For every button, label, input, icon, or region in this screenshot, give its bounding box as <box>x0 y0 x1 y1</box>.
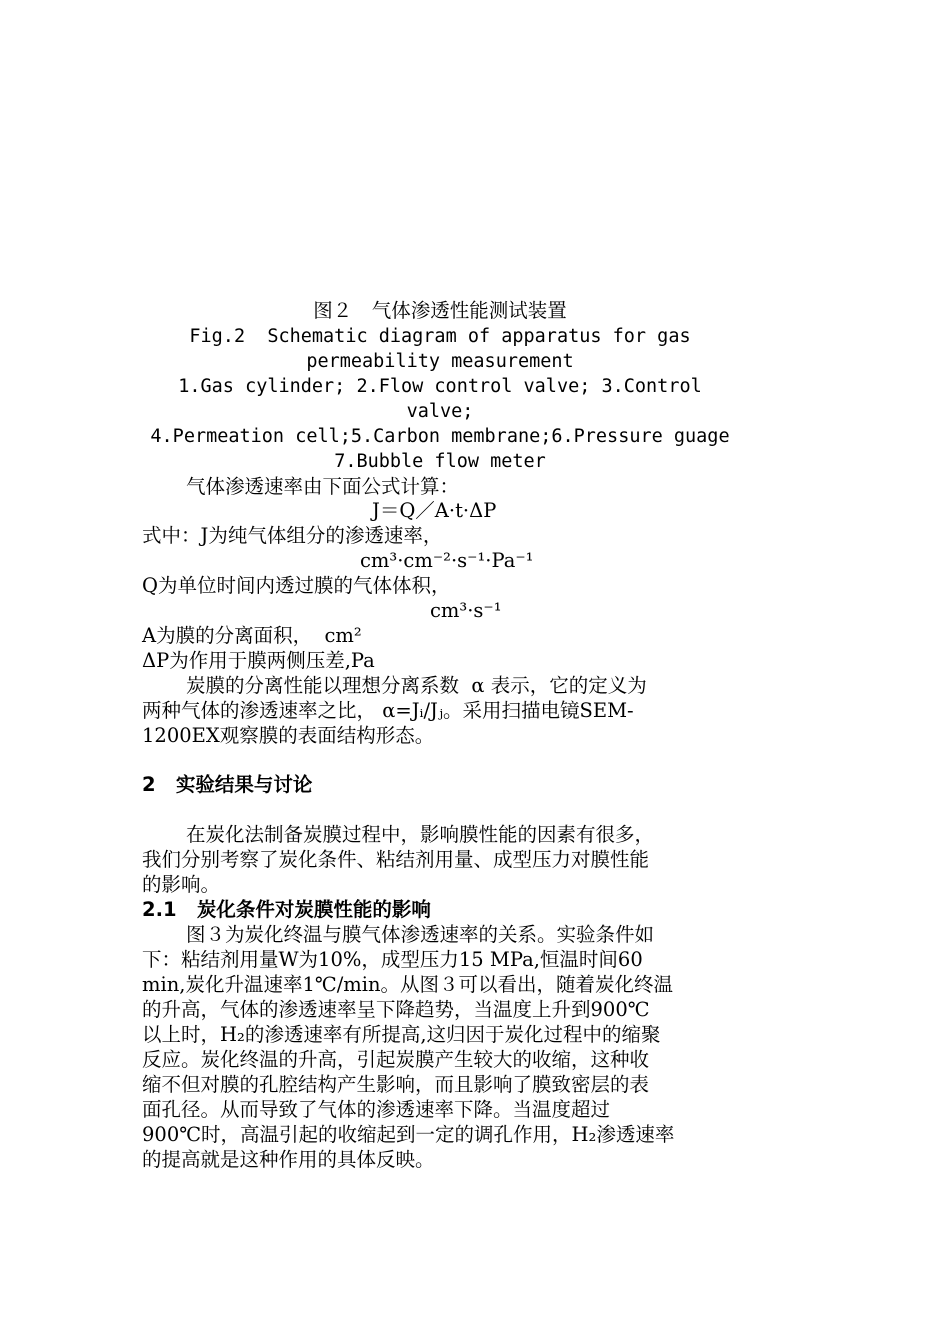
separation-paragraph-line-1: 炭膜的分离性能以理想分离系数 α 表示，它的定义为 <box>186 674 647 697</box>
figure-legend-2: valve; <box>406 401 474 422</box>
figure-legend-4: 7.Bubble flow meter <box>334 451 546 472</box>
separation-paragraph-line-2: 两种气体的渗透速率之比， α=Jᵢ/Jⱼ。采用扫描电镜SEM- <box>142 699 634 722</box>
section-2-1-line-8: 面孔径。从而导致了气体的渗透速率下降。当温度超过 <box>142 1098 611 1121</box>
section-2-1-line-4: 的升高，气体的渗透速率呈下降趋势，当温度上升到900℃ <box>142 998 650 1021</box>
section-2-1-line-3: min,炭化升温速率1℃/min。从图３可以看出，随着炭化终温 <box>142 973 674 996</box>
figure-legend-3: 4.Permeation cell;5.Carbon membrane;6.Pressure guage <box>150 426 730 447</box>
figure-caption-en-2: permeability measurement <box>306 351 574 372</box>
section-2-1-line-1: 图３为炭化终温与膜气体渗透速率的关系。实验条件如 <box>186 923 655 946</box>
formula-intro: 气体渗透速率由下面公式计算： <box>186 475 460 498</box>
section-2-heading: 2 实验结果与讨论 <box>142 773 313 796</box>
formula-equation: J＝Q／A·t·ΔP <box>372 499 497 522</box>
formula-j-definition: 式中：J为纯气体组分的渗透速率， <box>142 524 443 547</box>
section-2-1-line-9: 900℃时，高温引起的收缩起到一定的调孔作用，H₂渗透速率 <box>142 1123 675 1146</box>
formula-q-definition: Q为单位时间内透过膜的气体体积， <box>142 574 451 597</box>
figure-caption-en-1: Fig.2 Schematic diagram of apparatus for gas <box>189 326 691 347</box>
formula-q-unit: cm³·s⁻¹ <box>430 599 502 622</box>
separation-paragraph-line-3: 1200EX观察膜的表面结构形态。 <box>142 724 435 747</box>
figure-caption-cn: 图２ 气体渗透性能测试装置 <box>313 299 567 322</box>
section-2-1-line-7: 缩不但对膜的孔腔结构产生影响，而且影响了膜致密层的表 <box>142 1073 650 1096</box>
section-2-1-line-2: 下：粘结剂用量W为10%，成型压力15 MPa,恒温时间60 <box>142 948 643 971</box>
section-2-paragraph-line-1: 在炭化法制备炭膜过程中，影响膜性能的因素有很多， <box>186 823 655 846</box>
formula-a-definition: A为膜的分离面积， cm² <box>142 624 362 647</box>
section-2-1-heading: 2.1 炭化条件对炭膜性能的影响 <box>142 898 431 921</box>
section-2-1-line-6: 反应。炭化终温的升高，引起炭膜产生较大的收缩，这种收 <box>142 1048 650 1071</box>
formula-dp-definition: ΔP为作用于膜两侧压差,Pa <box>142 649 375 672</box>
section-2-paragraph-line-3: 的影响。 <box>142 873 221 896</box>
section-2-1-line-5: 以上时，H₂的渗透速率有所提高,这归因于炭化过程中的缩聚 <box>142 1023 661 1046</box>
formula-j-unit: cm³·cm⁻²·s⁻¹·Pa⁻¹ <box>360 549 534 572</box>
figure-legend-1: 1.Gas cylinder; 2.Flow control valve; 3.Control <box>178 376 702 397</box>
section-2-paragraph-line-2: 我们分别考察了炭化条件、粘结剂用量、成型压力对膜性能 <box>142 848 650 871</box>
section-2-1-line-10: 的提高就是这种作用的具体反映。 <box>142 1148 435 1171</box>
